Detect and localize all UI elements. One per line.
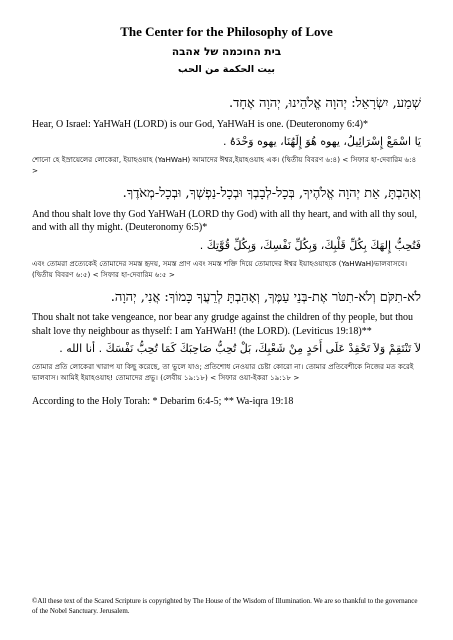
verse-deuteronomy-6-4 (32, 95, 421, 176)
arabic-text: فَتُحِبُّ إِلهَكَ بِكُلِّ قَلْبِكَ، وَبِكُلِّ نَفْسِكَ، وَبِكُلِّ قُوَّتِكَ . (199, 238, 421, 252)
bengali-text: তোমার প্রতি লোকেরা খারাপ যা কিছু করেছে, তা ভুলে যাও; প্রতিশোধ নেওয়ার চেষ্টা কোরো না। তোমার প্রতিবেশীকে নিজের মত করেই ভালবাস। আমিই ইয়াহওয়াহ! তোমাদের প্রভু। (লেবীয় ১৯:১৮) < সিফার ওয়া-ইকরা ১৯:১৮ > (32, 362, 414, 383)
english-text: And thou shalt love thy God YaHWaH (LORD thy God) with all thy heart, and with all thy soul, and with all thy might. (Deuteronomy 6:5)* (32, 208, 417, 234)
copyright-footer: ©All these text of the Scared Scripture is copyrighted by The House of the Wisdom of Illumination. We are so thankful to the governance of the Nobel Sanctuary. Jerusalem. (32, 597, 418, 615)
arabic-text: لاَ تَنْتَقِمْ وَلاَ تَحْقِدْ عَلَى أَحَدٍ مِنْ شَعْبِكَ، بَلْ تُحِبُّ صَاحِبَكَ كَمَا تُحِبُّ نَفْسَكَ . أنا الله . (59, 342, 421, 356)
verse-deuteronomy-6-5 (32, 185, 421, 280)
bengali-text: শোনো হে ইস্রায়েলের লোকেরা, ইয়াহওয়াহ (YaHWaH) আমাদের ঈশ্বর,ইয়াহওয়াহ এক। (দ্বিতীয় বিবরণ ৬:৪) < সিফার হা-দেবারিম ৬:৪ > (32, 154, 417, 176)
english-text: Hear, O Israel: YaHWaH (LORD) is our God, YaHWaH is one. (Deuteronomy 6:4)* (32, 118, 368, 130)
arabic-text: يَا اسْمَعْ إِسْرَائِيلُ، يهوه هُوَ إِلَهُنَا، يهوه وَحْدَهُ . (222, 135, 421, 149)
source-note: According to the Holy Torah: * Debarim 6:4-5; ** Wa-iqra 19:18 (32, 395, 294, 407)
bengali-text: এবং তোমরা প্রত্যেকেই তোমাদের সমস্ত হৃদয়, সমস্ত প্রাণ এবং সমস্ত শক্তি দিয়ে তোমাদের ঈশ্বর ইয়াহওয়াহকে (YaHWaH)ভালবাসবে। (দ্বিতীয় বিবরণ ৬:৫) < সিফার হা-দেবারিম ৬:৫ > (32, 258, 408, 279)
hebrew-text: לֹא-תִקֹּם וְלֹא-תִטֹּר אֶת-בְּנֵי עַמֶּךָ, וְאָהַבְתָּ לְרֵעֲךָ כָּמוֹךָ: אֲנִי, יְהוָה. (110, 289, 421, 305)
arabic-subtitle: بيت الحكمة من الحب (178, 64, 275, 75)
page-title: The Center for the Philosophy of Love (120, 24, 333, 39)
english-text: Thou shalt not take vengeance, nor bear any grudge against the children of thy people, but thou shalt love thy neighbour as thyself: I am YaHWaH! (the LORD). (Leviticus 19:18)** (32, 312, 413, 337)
hebrew-subtitle: בית החוכמה של אהבה (171, 46, 282, 58)
verse-leviticus-19-18 (32, 289, 421, 384)
hebrew-text: שְׁמַע, יִשְׂרָאֵל: יְהוָה אֱלֹהֵינוּ, יְהוָה אֶחָד. (228, 96, 421, 111)
hebrew-text: וְאָהַבְתָּ, אֵת יְהוָה אֱלֹהֶיךָ, בְּכָל-לְבָבְךָ וּבְכָל-נַפְשְׁךָ, וּבְכָל-מְאֹדֶךָ. (122, 186, 421, 202)
